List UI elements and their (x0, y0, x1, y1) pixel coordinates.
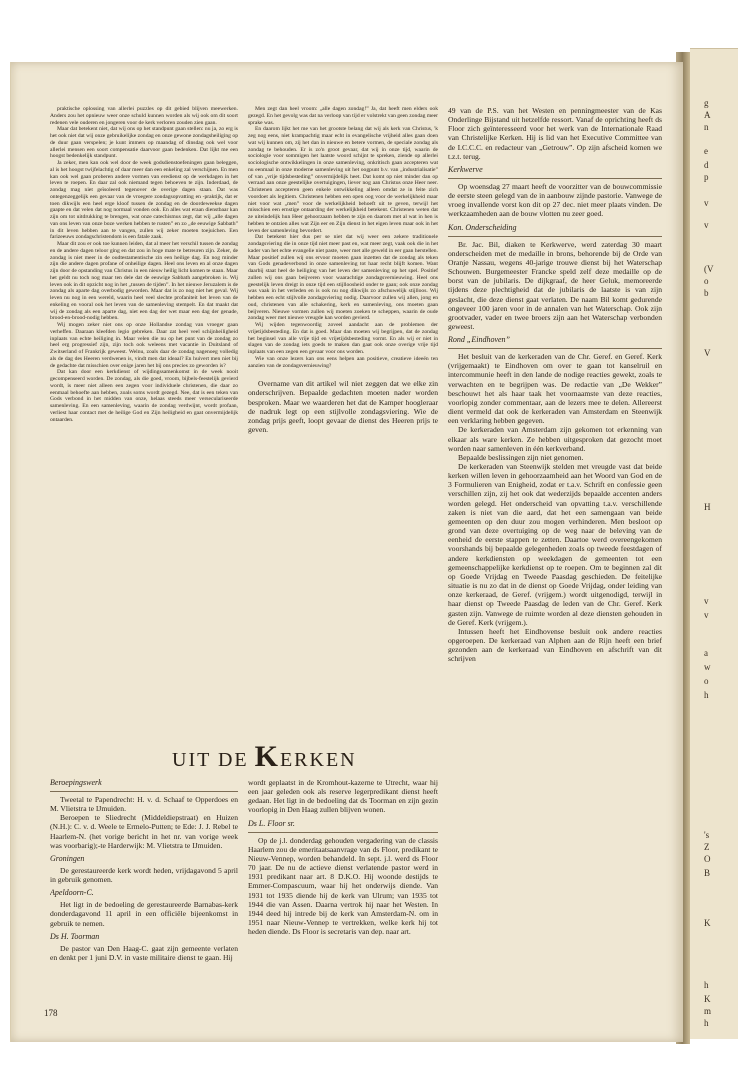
subheading: Rond „Eindhoven” (448, 335, 510, 345)
subheading: Apeldoorn-C. (50, 888, 94, 898)
paragraph: Dat betekent hier dus per se niet dat wij weer een zekere traditionele zondagsviering die in onze tijd niet meer past en, wat meer zegt, vaak ook die in het kader van het echte evangelie niet paste, weer met alle geweld in eer gaan herstellen. Maar positief zullen wij ons ervoor moeten gaan inzetten dat de zondag als teken van Gods genadeverbond in onze samenleving tot haar recht blijft komen. Want daarbij staat heel de heiliging van het leven der samenleving op het spel. Positief zullen wij ons gaan beijveren voor waarachtige zondagsvernieuwing. Heel ons geestelijk leven dreigt in onze tijd een stijlloosheid onder te gaan; ook onze zondag was vaak in het verleden en is ook nu nog dikwijls zo afschuwelijk stijlloos. Wij hebben een echt stijlvolle zondagsviering nodig. Daarvoor zullen wij allen, jong en oud, christenen van alle schakering, kerk en samenleving, ons moeten gaan beijveren. Nieuwe vormen zullen wij moeten zoeken te scheppen, waarin de oude zondag weer met nieuwe vreugde kan worden gevierd. (248, 234, 438, 322)
next-page-fragment: w (704, 662, 711, 672)
divider (448, 236, 662, 237)
paragraph: praktische oplossing van allerlei puzzles op dit gebied blijven meewerken. Anders zou het opnieuw weer onze schuld kunnen worden als wij ook om dit soort redenen vele ouderen en jongeren voor de kerk verloren zouden zien gaan. (50, 106, 238, 126)
next-page-fragment: K (704, 994, 711, 1004)
paragraph: Intussen heeft het Eindhovense besluit ook andere reacties opgeroepen. De kerkeraad van Alphen aan de Rijn heeft een brief gezonden aan de kerkeraad van Eindhoven en afschrift van dit schrijven (448, 626, 662, 664)
kerken-column-left (50, 778, 238, 1000)
subheading: Ds H. Toorman (50, 931, 100, 941)
paragraph: wordt geplaatst in de Kromhout-kazerne te Utrecht, waar hij een jaar geleden ook als reserve legerpredikant dienst heeft gedaan. Het ligt in de bedoeling dat ds Toorman en zijn gezin voorlopig in Den Haag zullen blijven wonen. (248, 778, 438, 815)
next-page-fragment: h (704, 1018, 709, 1028)
paragraph: Beroepen te Sliedrecht (Middeldiepstraat) en Huizen (N.H.): C. v. d. Weele te Ermelo-Putten; te Ede: J. J. Rebel te Haarlem-N. (het vorige bericht in het nr. van vorige week was voorbarig);-te Harderwijk: M. Vlietstra te IJmuiden. (50, 813, 238, 850)
paragraph: Wie van onze lezers kan ons eens helpen aan positieve, creatieve ideeën ten aanzien van de zondagsvernieuwing? (248, 355, 438, 369)
next-page-fragment: K (704, 918, 711, 928)
paragraph: De gerestaureerde kerk wordt heden, vrijdagavond 5 april in gebruik genomen. (50, 865, 238, 885)
subheading: Beroepingswerk (50, 778, 102, 787)
editorial-note: Overname van dit artikel wil niet zeggen dat we elke zin onderschrijven. Bepaalde gedachten moeten nader worden besproken. Maar we waarderen het dat de Kamper hoogleraar de nadruk legt op een stijlvolle zondagsviering. Wie de zondag prijs geeft, loopt gevaar de dienst des Heeren prijs te geven. (248, 379, 438, 435)
news-column-right (448, 106, 662, 1002)
next-page-fragment: m (704, 1006, 712, 1016)
paragraph: En daarom lijkt het me van het grootste belang dat wij als kerk van Christus, 'k zeg nog eens, niet krampachtig maar echt in evangelische vrijheid alles gaan doen wat wij kunnen om, zij het dan in nieuwe en betere vormen, de speciale zondag als zondag te behouden. Er is zo'n groot gevaar, dat wij in onze tijd, waarin de sociologie voor sommigen het laatste woord schijnt te spreken, ziende op allerlei sociologische ontwikkelingen in onze samenleving, onkritisch gaan accepteren wat nu eenmaal in onze moderne samenleving uit het oogpunt b.v. van „industrialisatie” of van „vrije tijdsbesteding” onvermijdelijk heet. Dat komt op niet minder dan op verraad aan onze geestelijke overtuigingen, liever nog aan Christus onze Heer neer. Christenen accepteren geen enkele ontwikkeling alleen omdat ze in feite zich voordoet als legitiem. Christenen hebben een open oog voor de werkelijkheid maar niet voor wat „men” voor de werkelijkheid behoeft uit te geven, terwijl het misschien een ernstige ontaarding der werkelijkheid betekent. Christenen weten dat ze uiteindelijk hun Heer gehoorzaam hebben te zijn en daarom met al wat in hen is hebben te ontzien alles wat Zijn eer en Zijn dienst in het eigen leven maar ook in het leven der samenleving bevordert. (248, 126, 438, 234)
next-page-fragment: e (704, 146, 708, 156)
paragraph: Tweetal te Papendrecht: H. v. d. Schaaf te Opperdoes en M. Vlietstra te IJmuiden. (50, 795, 238, 814)
paragraph: Het ligt in de bedoeling de gerestaureerde Barnabas-kerk donderdagavond 11 april in een officiële bijeenkomst in gebruik te nemen. (50, 900, 238, 928)
next-page-fragment: v (704, 610, 709, 620)
next-page-fragment: v (704, 596, 709, 606)
next-page-fragment: Z (704, 842, 710, 852)
divider (448, 178, 662, 179)
next-page-fragment: B (704, 868, 711, 878)
subheading: Kon. Onderscheiding (448, 222, 517, 232)
paragraph: Maar dat betekent niet, dat wij ons op het standpunt gaan stellen: nu ja, zo erg is het ook niet dat wij onze gebruikelijke zondag en onze gewone zondagsheiliging op de duur gaan verspelen; je kunt immers op maandag of dinsdag ook wel voor allerlei mensen een soort compensatie daarvoor gaan bedenken. Dat lijkt me een hoogst bedenkelijk standpunt. (50, 126, 238, 160)
next-page-fragment: (V (704, 264, 714, 274)
next-page-fragment: d (704, 160, 709, 170)
paragraph: 49 van de P.S. van het Westen en penningmeester van de Kas Onderlinge Bijstand uit hetzelfde ressort. Vanaf de oprichting heeft ds Floor zich geïnteresseerd voor het werk van de Internationale Raad van Christelijke Kerken. Hij is lid van het Executive Committee van de I.C.C.C. en redacteur van „Getrouw”. Op zijn afscheid komen we t.z.t. terug. (448, 106, 662, 161)
paragraph: Op woensdag 27 maart heeft de voorzitter van de bouwcommissie de eerste steen gelegd van de in aanbouw zijnde pastorie. Vanwege de vroeg invallende vorst kon dit op 27 dec. niet meer plaats vinden. De werkzaamheden aan de bouw vlotten nu zeer goed. (448, 181, 662, 219)
subheading: Ds L. Floor sr. (248, 818, 295, 828)
next-page-fragment: n (704, 122, 709, 132)
next-page-fragment: h (704, 690, 709, 700)
next-page-fragment: O (704, 854, 711, 864)
divider (448, 348, 662, 349)
next-page-fragment: A (704, 110, 711, 120)
section-title-initial: K (254, 740, 280, 773)
paragraph: Bepaalde beslissingen zijn niet genomen. (458, 452, 584, 462)
next-page-fragment: h (704, 980, 709, 990)
paragraph: Ja zeker, men kan ook wel door de week godsdienstoefeningen gaan beleggen, al is het hoogst twijfelachtig of daar meer dan een enkeling zal verschijnen. En men kan ook wel gaan proberen andere vormen van eredienst op de werkdagen in het leven te roepen. En daar zal ook niemand tegen behoeven te zijn. Inderdaad, de zondag mag niet geïsoleerd tegenover de overige dagen staan. Dat was ontegenzeggelijk een gevaar van de vroegere zondagsopvatting en -praktijk, dat er toen dikwijls een heel erge kloof tussen de zondag en de doordeweekse dagen gaapte en dat velen dat nog normaal vonden ook. En alles wat eraan dienstbaar kan zijn om tot uitdrukking te brengen, wat onze catechismus zegt, dat wij „alle dagen van ons leven van onze boze werken hebben te rusten” en zo „de eeuwige Sabbath” in dit leven hebben aan te vangen, zullen wij zeker moeten toejuichen. Een farizeeuws zondagschristendom is een fatale zaak. (50, 160, 238, 241)
section-title-rest: ERKEN (279, 749, 357, 771)
next-page-fragment: v (704, 198, 709, 208)
kerken-column-middle (248, 778, 438, 1006)
next-page-fragment: a (704, 648, 708, 658)
article-column-left (50, 106, 238, 720)
paragraph: Br. Jac. Bil, diaken te Kerkwerve, werd zaterdag 30 maart onderscheiden met de medaille in brons, behorende bij de Orde van Oranje Nassau, wegens 40-jarige trouwe dienst bij het Waterschap Schouwen. Burgemeester Francke speld zelf deze medaille op de borst van de jubilaris. De dijkgraaf, de heer Geluk, memoreerde tijdens deze plechtigheid dat de jubilaris de laatste is van zijn geslacht, die deze dienst gaat verlaten. De naam Bil komt gedurende ongeveer 100 jaren voor in de annalen van het Waterschap. Ook zijn grootvader, vader en twee broers zijn aan het Waterschap verbonden geweest. (448, 239, 662, 331)
next-page-fragment: H (704, 502, 711, 512)
next-page-fragment: b (704, 288, 709, 298)
next-page-fragment: 's (704, 830, 710, 840)
subheading: Groningen (50, 853, 85, 863)
next-page-fragment: p (704, 172, 709, 182)
paragraph: Men zegt dan heel vroom: „alle dagen zondag!” Ja, dat heeft men elders ook gezegd. En het gevolg was dat na verloop van tijd er volstrekt van geen zondag meer sprake was. (248, 106, 438, 126)
section-title-part1: UIT DE (172, 749, 249, 771)
next-page-fragment: o (704, 676, 709, 686)
paragraph: De kerkeraden van Amsterdam zijn gekomen tot erkenning van elkaar als ware kerken. Ze hebben uitgesproken dat gezocht moet worden naar samenleven in één kerkverband. (448, 425, 662, 453)
paragraph: Wij mogen zeker niet ons op onze Hollandse zondag van vroeger gaan verheffen. Daaraan kleefden legio gebreken. Daar zat heel veel schijnheiligheid inplaats van echte heiliging in. Maar velen die nu op het punt van de zondag zo heel erg progressief zijn, zijn toch ook weleens met vacantie in Duitsland of Zwitserland of Frankrijk geweest. Welnu, zoals daar de zondag nagenoeg volledig als de dag des Heeren verdwenen is, vindt men dat ideaal? En huivert men niet bij de gedachte dat misschien over enige jaren het bij ons precies zo geworden is? (50, 322, 238, 369)
paragraph: Dat kan door een kerkdienst of wijdingssamenkomst in de week nooit gecompenseerd worden. De zondag, als die goed, vroom, bijbels-feestelijk gevierd wordt, is meer niet alleen een zegen voor individuele christenen, die daar zo eenmaal behoefte aan hebben, zoals soms wordt gezegd. Nee, dat is een teken van Gods verbond in het midden van onze, helaas steeds meer verseculariseerde samenleving. En een samenleving, waarin de zondag verdwijnt, wordt profaan, verliest haar contact met de heilige God en Zijn heiligheid en gaat onvermijdelijk ontaarden. (50, 369, 238, 423)
paragraph: Op de j.l. donderdag gehouden vergadering van de classis Haarlem zou de emeritaatsaanvrage van ds Floor, predikant te Nieuw-Vennep, worden behandeld. In sept. j.l. werd ds Floor 70 jaar. De nu de actieve dienst verlatende pastor werd in 1931 predikant naar art. 8 D.K.O. Hij woonde destijds te Emmer-Compascuum, waar hij het onderwijs diende. Van 1931 tot 1935 diende hij de kerk van Ulrum; van 1935 tot 1944 die van Assen. Daarna vertrok hij naar het Westen. In 1944 deed hij intrede bij de kerk van Amsterdam-N. om in 1951 naar Nieuw-Vennep te vertrekken, welke kerk hij tot heden diende. Ds Floor is secretaris van dep. naar art. (248, 835, 438, 937)
subheading: Kerkwerve (448, 164, 483, 174)
paragraph: De pastor van Den Haag-C. gaat zijn gemeente verlaten en denkt per 1 juni D.V. in vaste militaire dienst te gaan. Hij (50, 943, 238, 962)
paragraph: Het besluit van de kerkeraden van de Chr. Geref. en Geref. Kerk (vrijgemaakt) te Eindhoven om over te gaan tot kanselruil en intercommunie heeft in den lande de nodige reacties gewekt, zoals te verwachten en te begrijpen was. De redactie van „De Wekker” beschouwt het als haar taak het voornaamste van deze reacties, voorlopig zonder commentaar, aan de lezers mee te delen. Allereerst dient vermeld dat ook de kerkeraden van Amsterdam en Steenwijk een verklaring hebben gegeven. (448, 352, 662, 426)
divider (248, 832, 438, 833)
divider (50, 791, 238, 792)
next-page-fragment: v (704, 220, 709, 230)
next-page-fragment: g (704, 98, 709, 108)
next-page-fragment: V (704, 348, 711, 358)
paragraph: De kerkeraden van Steenwijk stelden met vreugde vast dat beide kerken willen leven in gehoorzaamheid aan het Woord van God en de 3 Formulieren van Enigheid, zodat er t.a.v. Schrift en confessie geen verschillen zijn, zij het ook dat wederzijds bepaalde accenten anders worden gelegd. Het onderscheid van opvatting t.a.v. verschillende zaken is niet van die aard, dat het een samengaan van beide gemeenten op den duur zou mogen verhinderen. Men besloot op grond van deze overtuiging op de weg naar de beleving van de eenheid de eerste stappen te zetten. Daartoe werd overeengekomen voorshands bij bepaalde gelegenheden zoals op tweede feestdagen of andere kerkdiensten op weekdagen de gemeenten tot een gemeenschappelijke kerkdienst op te roepen. Om te beginnen zal dit op Goede Vrijdag en Tweede Paasdag geschieden. De feitelijke situatie is nu zo dat in de dienst op Goede Vrijdag, onder leiding van onze kerkeraad, de Geref. (vrijgem.) wordt uitgenodigd, terwijl in haar dienst op Tweede Paasdag de leden van de Chr. Geref. Kerk gasten zijn. Vanwege de ruimte worden al deze diensten gehouden in de Geref. Kerk (vrijgem.). (448, 462, 662, 627)
paragraph: Wij wijden tegenwoordig zoveel aandacht aan de problemen der vrijetijdsbesteding. En dat is goed. Maar dan moeten wij begrijpen, dat de zondag het beginsel van alle vrije tijd en vrijetijdsbesteding vormt. En als wij er niet in slagen van de zondag iets goeds te maken dan gaat ook onze overige vrije tijd inplaats van een zegen een gevaar voor ons worden. (248, 322, 438, 355)
next-page-edge (690, 48, 738, 1039)
next-page-fragment: o (704, 276, 709, 286)
paragraph: Maar dit zou er ook toe kunnen leiden, dat al meer het verschil tussen de zondag en de andere dagen teloor ging en dat zou in hoge mate te betreuren zijn. Zeker, de zondag is niet meer in de oudtestamentische zin een heilige dag. En nog minder zijn die andere dagen profane of onheilige dagen. Heel ons leven en al onze dagen zijn door de opstanding van Christus in een nieuw heilig licht komen te staan. Maar het geldt nu toch nog maar ten dele dat de eeuwige Sabbath aangebroken is. Wij leven ook in dit opzicht nog in het „tussen de tijden”. In het nieuwe Jeruzalem is de zondag als aparte dag overbodig geworden. Maar dat is zo nog niet het geval. Wij leven nu nog in een wereld, waarin heel veel slechte profaniteit het leven van de enkeling en vooral ook het leven van de samenleving stempelt. En dat maakt dat wij de zondag als een aparte dag, niet een dag der wet maar een dag der genade, brood-en-brood-nodig hebben. (50, 241, 238, 322)
article-column-middle (248, 106, 438, 720)
page-number: 178 (44, 1008, 58, 1018)
